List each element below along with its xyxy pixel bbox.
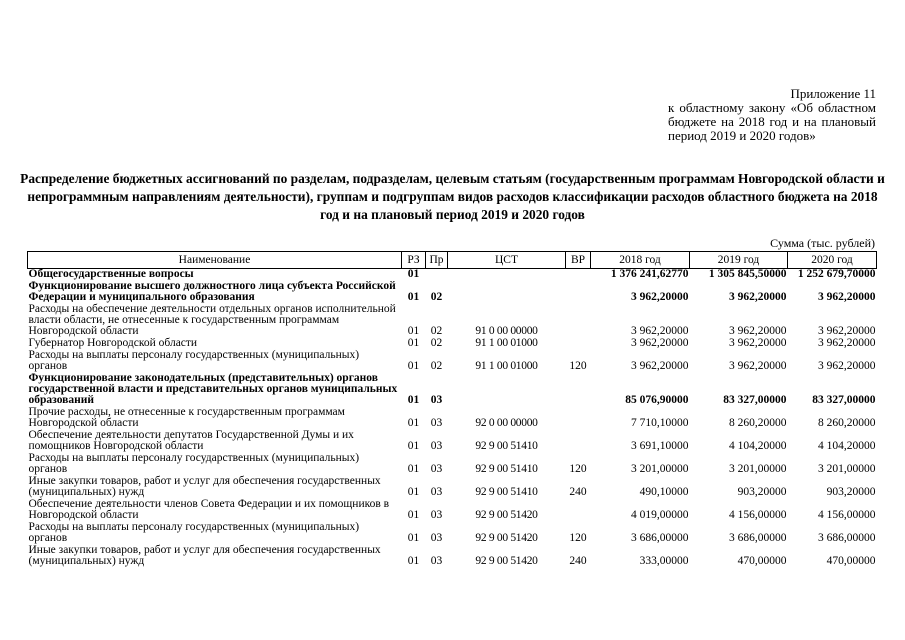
row-vr bbox=[566, 269, 591, 282]
header-2020: 2020 год bbox=[788, 252, 877, 269]
table-row bbox=[28, 499, 877, 522]
row-name: Обеспечение деятельности членов Совета Федерации и их помощников в Новгородской области bbox=[28, 498, 390, 521]
row-2019: 3 962,20000 bbox=[729, 291, 787, 303]
row-2018: 3 962,20000 bbox=[631, 337, 689, 349]
row-2018: 3 962,20000 bbox=[631, 325, 689, 337]
appendix-text: к областному закону «Об областном бюджете на 2018 год и на плановый период 2019 и 2020 годов» bbox=[668, 100, 876, 143]
header-name: Наименование bbox=[28, 252, 402, 269]
table-row bbox=[28, 407, 877, 430]
units-label: Сумма (тыс. рублей) bbox=[770, 236, 875, 250]
row-cst: 92 9 00 51410 bbox=[475, 440, 538, 452]
row-name: Иные закупки товаров, работ и услуг для обеспечения государственных (муниципальных) нужд bbox=[28, 544, 381, 567]
row-name: Расходы на выплаты персоналу государственных (муниципальных) органов bbox=[28, 452, 360, 475]
row-rz: 01 bbox=[407, 440, 420, 452]
row-cst: 91 0 00 00000 bbox=[475, 325, 538, 337]
budget-table bbox=[27, 251, 877, 568]
table-row bbox=[28, 373, 877, 407]
row-name: Губернатор Новгородской области bbox=[28, 337, 198, 349]
row-rz: 01 bbox=[407, 417, 420, 429]
row-2020: 470,00000 bbox=[826, 555, 876, 567]
row-2020: 3 686,00000 bbox=[818, 532, 876, 544]
header-pr: Пр bbox=[426, 252, 448, 269]
row-2018: 4 019,00000 bbox=[631, 509, 689, 521]
row-rz: 01 bbox=[407, 325, 420, 337]
row-vr: 240 bbox=[569, 555, 587, 567]
row-rz: 01 bbox=[407, 509, 420, 521]
row-cst: 92 9 00 51420 bbox=[475, 555, 538, 567]
row-2020: 8 260,20000 bbox=[818, 417, 876, 429]
row-rz: 01 bbox=[407, 337, 420, 349]
row-2019: 903,20000 bbox=[737, 486, 787, 498]
row-cst: 91 1 00 01000 bbox=[475, 337, 538, 349]
row-2020: 83 327,00000 bbox=[812, 394, 876, 406]
row-2018: 3 691,10000 bbox=[631, 440, 689, 452]
header-vr: ВР bbox=[566, 252, 591, 269]
row-vr: 240 bbox=[569, 486, 587, 498]
row-2020: 3 962,20000 bbox=[818, 360, 876, 372]
row-vr: 120 bbox=[569, 532, 587, 544]
row-2020: 4 104,20000 bbox=[818, 440, 876, 452]
row-2019: 8 260,20000 bbox=[729, 417, 787, 429]
row-2020: 1 252 679,70000 bbox=[797, 268, 876, 280]
row-pr: 02 bbox=[430, 325, 443, 337]
row-2018: 490,10000 bbox=[639, 486, 689, 498]
row-2018: 333,00000 bbox=[639, 555, 689, 567]
row-pr: 03 bbox=[430, 555, 443, 567]
header-cst: ЦСТ bbox=[448, 252, 566, 269]
row-pr bbox=[426, 269, 448, 282]
row-cst: 92 9 00 51410 bbox=[475, 486, 538, 498]
row-cst: 92 0 00 00000 bbox=[475, 417, 538, 429]
row-2019: 3 962,20000 bbox=[729, 360, 787, 372]
row-cst bbox=[448, 269, 566, 282]
row-2018: 1 376 241,62770 bbox=[610, 268, 689, 280]
row-2019: 470,00000 bbox=[737, 555, 787, 567]
row-2019: 4 104,20000 bbox=[729, 440, 787, 452]
row-vr bbox=[566, 338, 591, 350]
row-vr bbox=[566, 281, 591, 304]
row-name: Расходы на выплаты персоналу государственных (муниципальных) органов bbox=[28, 521, 360, 544]
row-rz: 01 bbox=[407, 486, 420, 498]
row-2020: 3 201,00000 bbox=[818, 463, 876, 475]
row-cst bbox=[448, 373, 566, 407]
row-name: Расходы на выплаты персоналу государственных (муниципальных) органов bbox=[28, 349, 360, 372]
row-vr: 120 bbox=[569, 463, 587, 475]
row-name: Расходы на обеспечение деятельности отдельных органов исполнительной власти области, не отнесенные к государственным программам Новгородской области bbox=[28, 303, 396, 337]
row-2020: 3 962,20000 bbox=[818, 291, 876, 303]
row-name: Иные закупки товаров, работ и услуг для обеспечения государственных (муниципальных) нужд bbox=[28, 475, 381, 498]
appendix-title: Приложение 11 bbox=[790, 86, 876, 101]
row-pr: 03 bbox=[430, 417, 443, 429]
row-2018: 85 076,90000 bbox=[625, 394, 689, 406]
row-2020: 903,20000 bbox=[826, 486, 876, 498]
row-rz: 01 bbox=[407, 291, 420, 303]
header-rz: РЗ bbox=[402, 252, 426, 269]
header-2019: 2019 год bbox=[690, 252, 788, 269]
row-vr bbox=[566, 499, 591, 522]
row-pr: 03 bbox=[430, 486, 443, 498]
row-pr: 02 bbox=[430, 360, 443, 372]
row-2019: 3 686,00000 bbox=[729, 532, 787, 544]
row-2018: 3 962,20000 bbox=[631, 291, 689, 303]
row-rz: 01 bbox=[407, 463, 420, 475]
row-pr: 03 bbox=[430, 440, 443, 452]
row-pr: 03 bbox=[430, 532, 443, 544]
table-header bbox=[28, 252, 877, 269]
row-pr: 03 bbox=[430, 394, 443, 406]
table-row bbox=[28, 545, 877, 568]
row-rz: 01 bbox=[407, 360, 420, 372]
table-row bbox=[28, 304, 877, 338]
row-cst bbox=[448, 281, 566, 304]
row-rz: 01 bbox=[407, 532, 420, 544]
document-title: Распределение бюджетных ассигнований по разделам, подразделам, целевым статьям (государственным программам Новгородской области и непрограммным направлениям деятельности), группам и подгруппам видов расходов классификации расходов областного бюджета на 2018 год и на плановый период 2019 и 2020 годов bbox=[20, 171, 885, 222]
row-cst: 92 9 00 51410 bbox=[475, 463, 538, 475]
row-pr: 03 bbox=[430, 509, 443, 521]
row-vr bbox=[566, 430, 591, 453]
row-2020: 3 962,20000 bbox=[818, 325, 876, 337]
row-2019: 83 327,00000 bbox=[723, 394, 787, 406]
row-2018: 3 201,00000 bbox=[631, 463, 689, 475]
row-vr: 120 bbox=[569, 360, 587, 372]
row-cst: 91 1 00 01000 bbox=[475, 360, 538, 372]
row-cst: 92 9 00 51420 bbox=[475, 532, 538, 544]
row-2018: 3 962,20000 bbox=[631, 360, 689, 372]
row-name: Прочие расходы, не отнесенные к государственным программам Новгородской области bbox=[28, 406, 345, 429]
table-row bbox=[28, 453, 877, 476]
header-2018: 2018 год bbox=[591, 252, 690, 269]
row-rz: 01 bbox=[407, 555, 420, 567]
row-2018: 7 710,10000 bbox=[631, 417, 689, 429]
row-name: Общегосударственные вопросы bbox=[28, 268, 194, 280]
table-row bbox=[28, 476, 877, 499]
row-vr bbox=[566, 304, 591, 338]
row-rz: 01 bbox=[407, 268, 420, 280]
row-pr: 02 bbox=[430, 291, 443, 303]
row-name: Функционирование высшего должностного лица субъекта Российской Федерации и муниципального образования bbox=[28, 280, 396, 303]
row-2019: 4 156,00000 bbox=[729, 509, 787, 521]
row-2019: 3 962,20000 bbox=[729, 325, 787, 337]
table-row bbox=[28, 281, 877, 304]
row-2020: 3 962,20000 bbox=[818, 337, 876, 349]
row-vr bbox=[566, 373, 591, 407]
appendix-note bbox=[668, 87, 876, 143]
row-name: Функционирование законодательных (представительных) органов государственной власти и представительных органов муниципальных образований bbox=[28, 372, 398, 406]
row-rz: 01 bbox=[407, 394, 420, 406]
row-pr: 02 bbox=[430, 337, 443, 349]
table-row bbox=[28, 430, 877, 453]
row-2018: 3 686,00000 bbox=[631, 532, 689, 544]
row-cst: 92 9 00 51420 bbox=[475, 509, 538, 521]
row-2019: 1 305 845,50000 bbox=[708, 268, 787, 280]
row-2020: 4 156,00000 bbox=[818, 509, 876, 521]
row-2019: 3 201,00000 bbox=[729, 463, 787, 475]
row-2019: 3 962,20000 bbox=[729, 337, 787, 349]
row-name: Обеспечение деятельности депутатов Государственной Думы и их помощников Новгородской области bbox=[28, 429, 354, 452]
row-vr bbox=[566, 407, 591, 430]
row-pr: 03 bbox=[430, 463, 443, 475]
table-row bbox=[28, 350, 877, 373]
table-row bbox=[28, 522, 877, 545]
